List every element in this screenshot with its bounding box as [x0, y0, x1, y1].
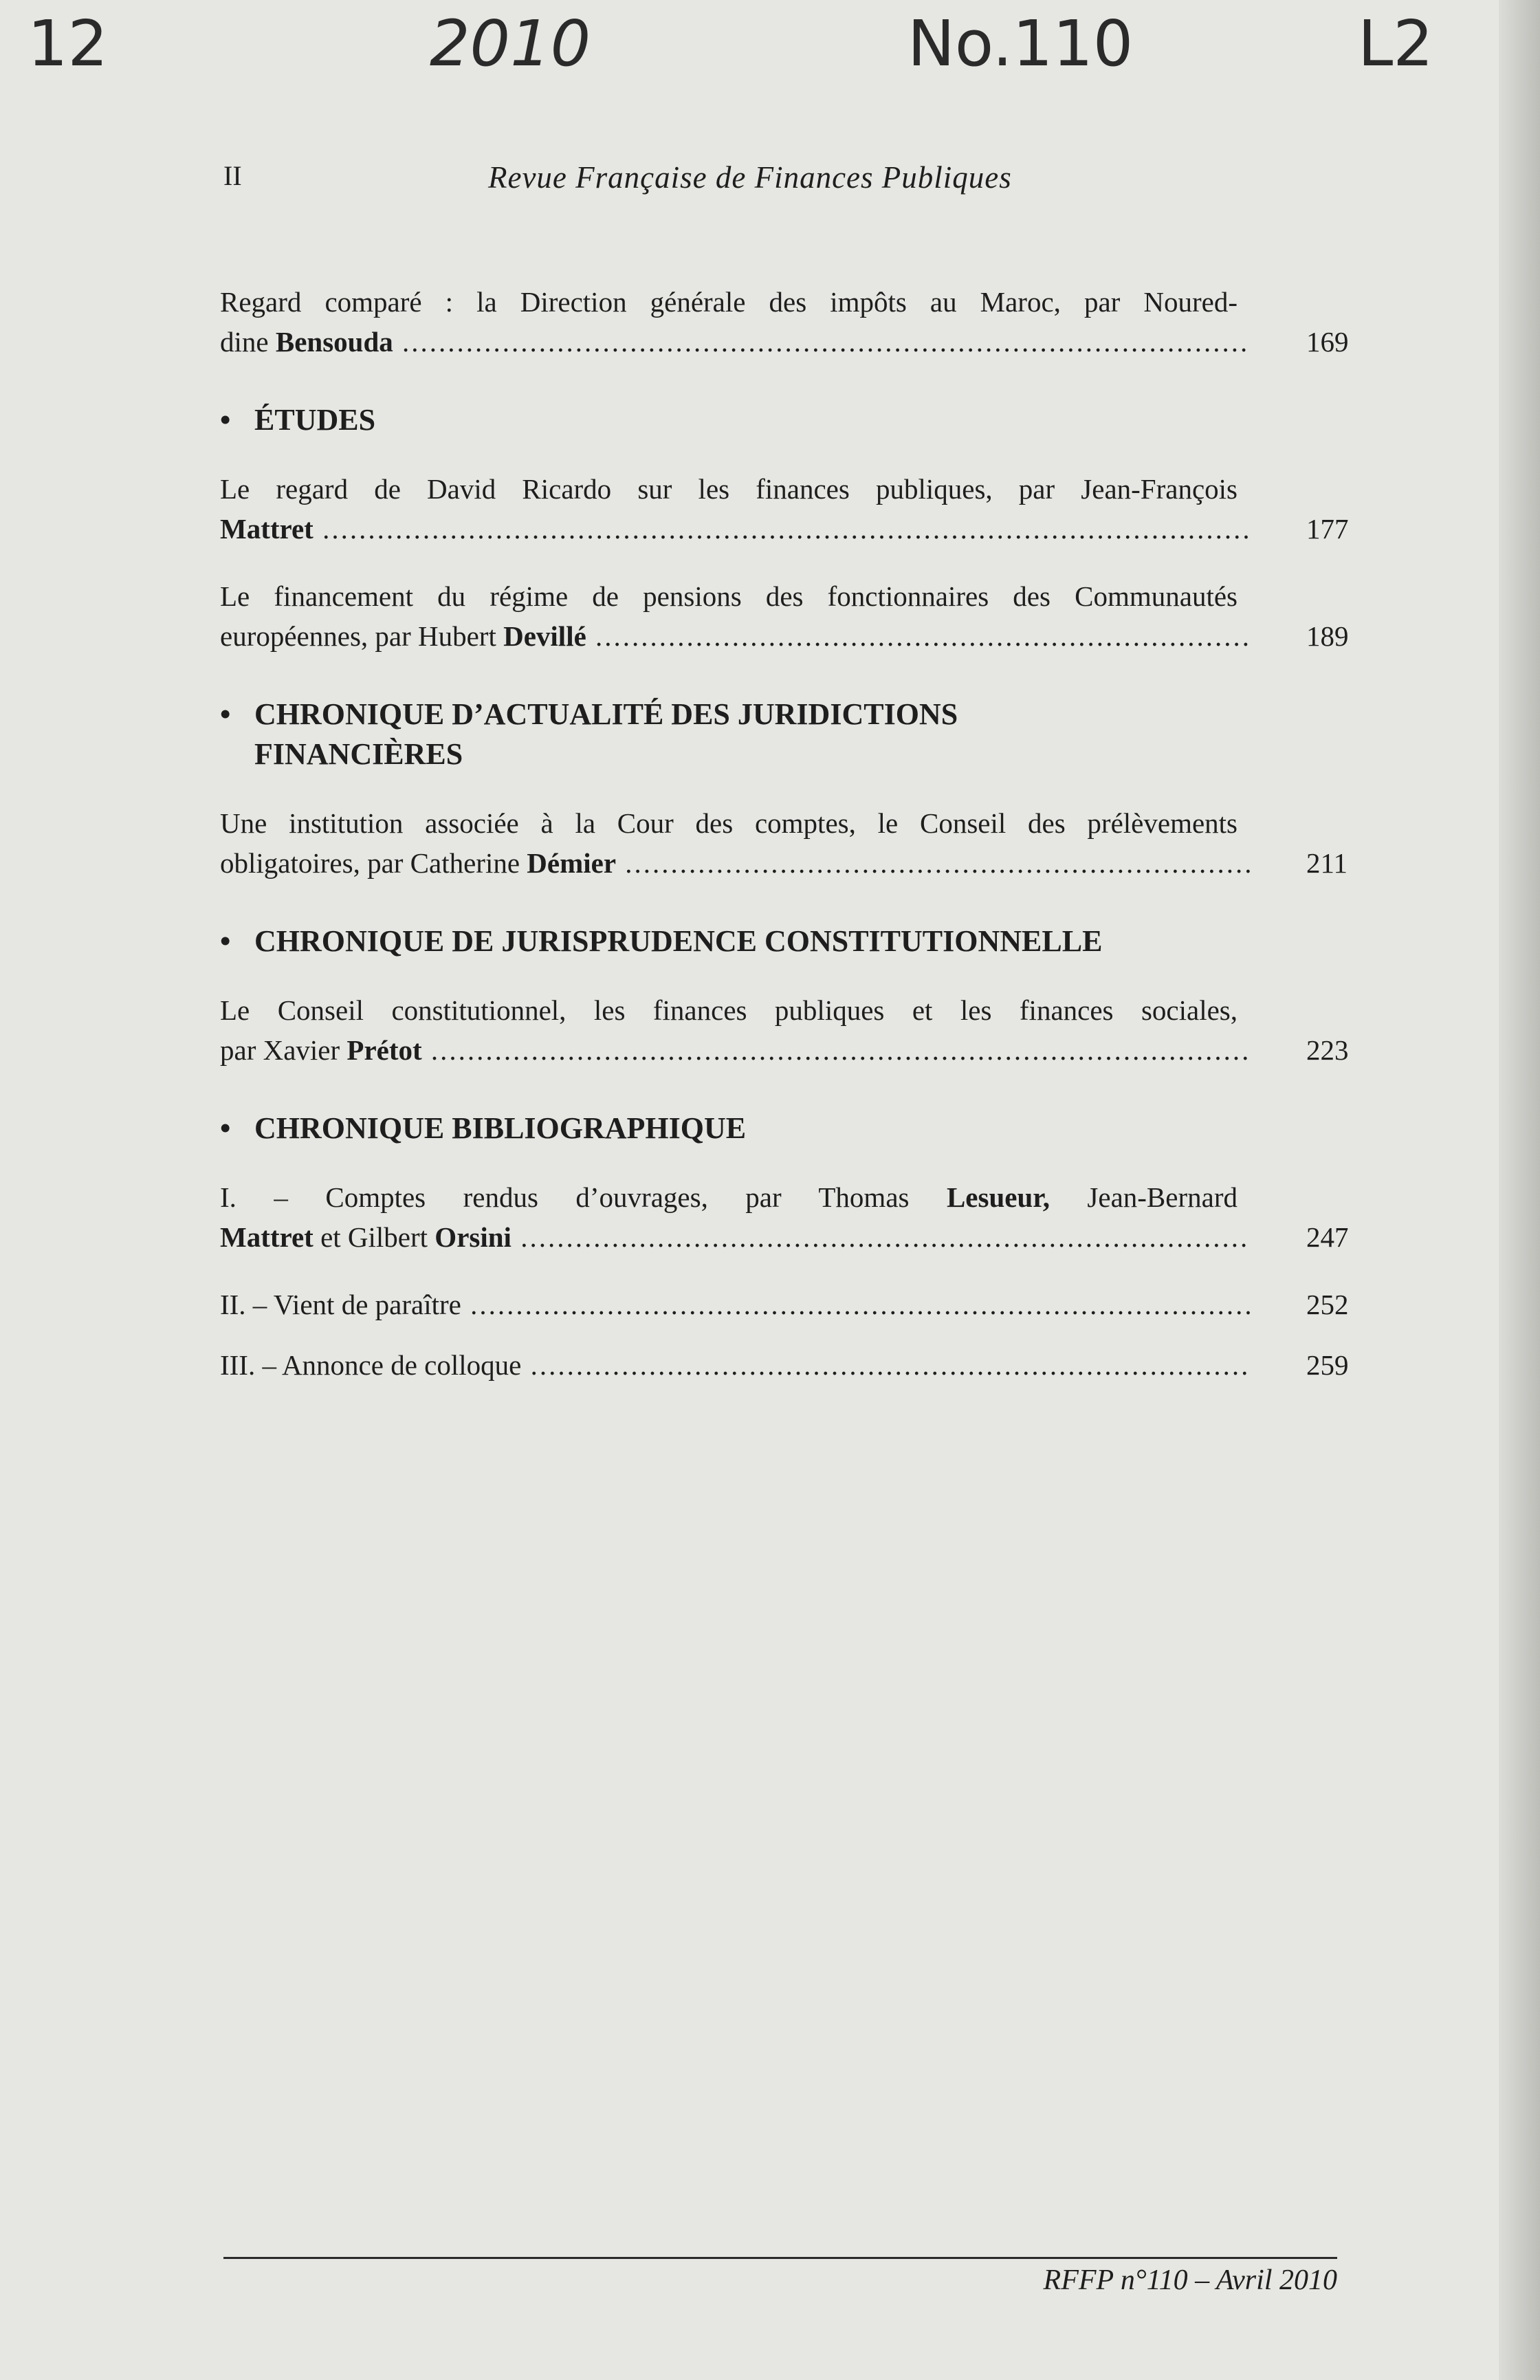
handwritten-year: 2010: [430, 7, 591, 80]
entry-title-line: Le Conseil constitutionnel, les finances publiques et les finances sociales,: [220, 994, 1238, 1026]
page-ref: 247: [1306, 1221, 1349, 1253]
footer-issue-info: RFFP n°110 – Avril 2010: [1043, 2264, 1337, 2296]
toc-entry: [220, 469, 1348, 549]
page-ref: 211: [1306, 847, 1348, 879]
bullet-icon: •: [220, 1111, 231, 1145]
page-ref: 189: [1306, 620, 1349, 652]
page-ref: 259: [1306, 1349, 1349, 1381]
page-edge-shadow: [1499, 0, 1540, 2380]
page-ref: 223: [1306, 1034, 1349, 1066]
toc-entry: [220, 1177, 1348, 1257]
page-ref: 169: [1306, 326, 1349, 358]
section-heading: • ÉTUDES: [220, 400, 1348, 440]
toc-entry: [220, 1285, 1348, 1324]
toc-entry: [220, 803, 1348, 883]
footer-rule: [223, 2257, 1337, 2259]
bullet-icon: •: [220, 403, 231, 437]
bullet-icon: •: [220, 924, 231, 958]
author-name: Mattret: [220, 1221, 314, 1253]
entry-leader: [220, 509, 1251, 549]
entry-leader: Mattret et Gilbert Orsini .....: [220, 1217, 1251, 1257]
toc-entry: [220, 576, 1348, 656]
page-ref: 252: [1306, 1289, 1349, 1320]
page-number: II: [223, 160, 242, 191]
handwritten-ref-left: 12: [28, 7, 109, 80]
toc-entry: [220, 1345, 1348, 1385]
toc-entry: [220, 990, 1348, 1070]
author-name: Devillé: [503, 620, 586, 652]
entry-title-line: Regard comparé : la Direction générale des impôts au Maroc, par Noured-: [220, 286, 1238, 318]
entry-leader: dine Bensouda .....: [220, 322, 1251, 362]
entry-leader: II. – Vient de paraître .....: [220, 1285, 1251, 1324]
handwritten-ref-right: L2: [1358, 7, 1433, 80]
entry-title-line: I. – Comptes rendus d’ouvrages, par Thomas Lesueur, Jean-Bernard: [220, 1181, 1238, 1213]
author-name: Démier: [527, 847, 617, 879]
entry-leader: obligatoires, par Catherine Démier .....: [220, 843, 1251, 883]
author-name: Orsini: [434, 1221, 512, 1253]
toc-entry: [220, 282, 1348, 362]
handwritten-issue: No.110: [908, 7, 1134, 80]
entry-leader: européennes, par Hubert Devillé .....: [220, 616, 1251, 656]
author-name: Mattret: [220, 513, 314, 545]
author-name: Bensouda: [275, 326, 393, 358]
page-ref: 177: [1306, 513, 1349, 545]
table-of-contents: [220, 282, 1348, 1412]
journal-title: Revue Française de Finances Publiques: [488, 160, 1012, 195]
section-heading: • CHRONIQUE BIBLIOGRAPHIQUE: [220, 1109, 1348, 1148]
entry-title-line: Le financement du régime de pensions des fonctionnaires des Communautés: [220, 580, 1238, 612]
section-heading: • CHRONIQUE D’ACTUALITÉ DES JURIDICTIONS FINANCIÈRES: [220, 695, 1348, 774]
author-name: Lesueur,: [946, 1181, 1050, 1213]
running-head: [223, 160, 1344, 208]
entry-leader: III. – Annonce de colloque .....: [220, 1345, 1251, 1385]
bullet-icon: •: [220, 697, 231, 731]
entry-title-line: Le regard de David Ricardo sur les finances publiques, par Jean-François: [220, 473, 1238, 505]
section-heading: • CHRONIQUE DE JURISPRUDENCE CONSTITUTIONNELLE: [220, 921, 1348, 961]
entry-leader: par Xavier Prétot .....: [220, 1030, 1251, 1070]
entry-title-line: Une institution associée à la Cour des comptes, le Conseil des prélèvements: [220, 807, 1238, 839]
author-name: Prétot: [346, 1034, 422, 1066]
